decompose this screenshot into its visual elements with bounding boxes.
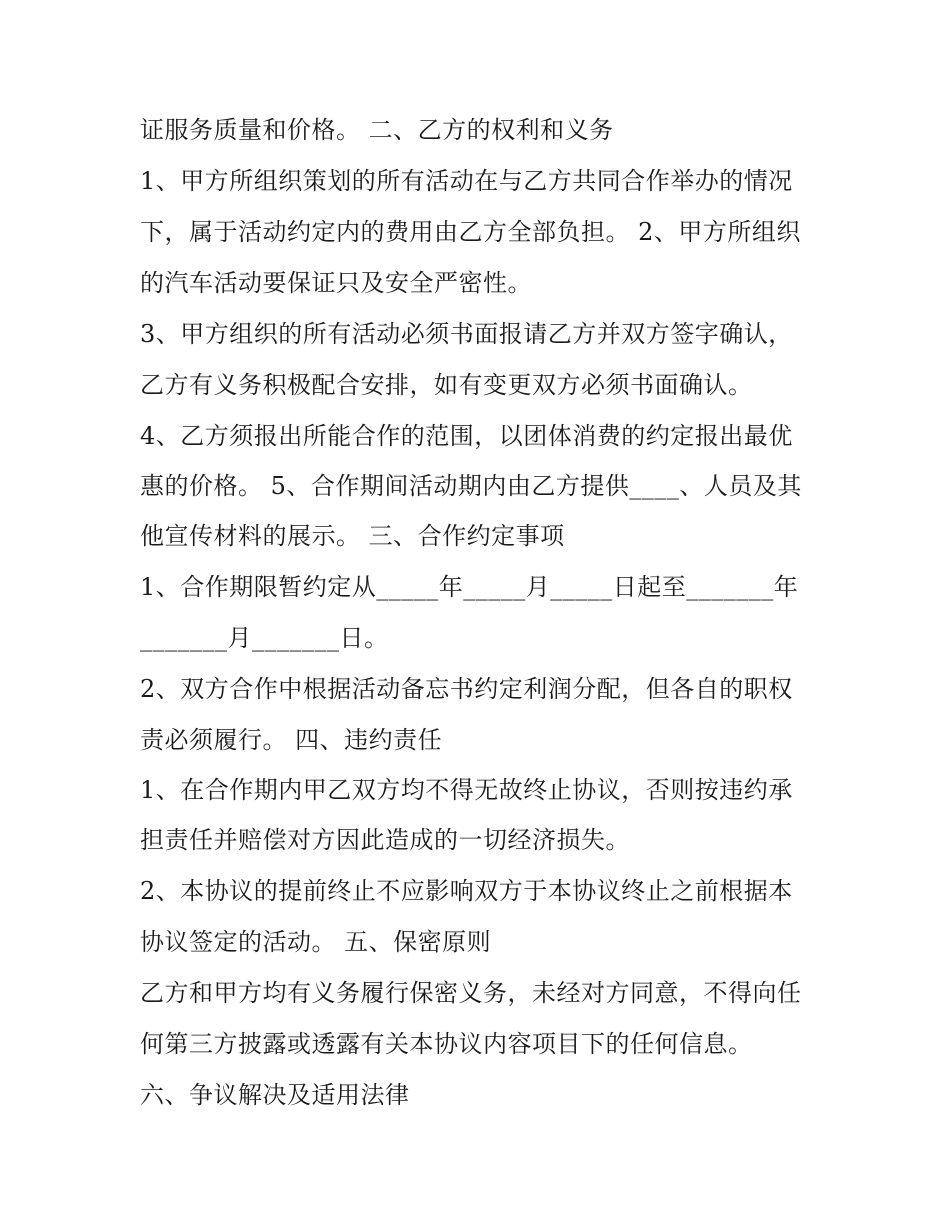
text-line: 证服务质量和价格。 二、乙方的权利和义务 (140, 116, 614, 144)
text-line: 他宣传材料的展示。 三、合作约定事项 (140, 522, 565, 550)
text-line: 4、乙方须报出所能合作的范围，以团体消费的约定报出最优 (140, 422, 793, 450)
text-line: 责必须履行。 四、违约责任 (140, 726, 443, 754)
text-line: 1、甲方所组织策划的所有活动在与乙方共同合作举办的情况 (140, 167, 793, 195)
text-line: 1、合作期限暂约定从_____年_____月_____日起至_______年 (140, 573, 799, 601)
text-line: 下，属于活动约定内的费用由乙方全部负担。 2、甲方所组织 (140, 218, 801, 246)
text-line: 的汽车活动要保证只及安全严密性。 (140, 269, 532, 297)
text-line: 何第三方披露或透露有关本协议内容项目下的任何信息。 (140, 1030, 753, 1058)
text-line: 六、争议解决及适用法律 (140, 1081, 410, 1109)
text-line: 惠的价格。 5、合作期间活动期内由乙方提供____、人员及其 (140, 472, 802, 500)
text-line: 担责任并赔偿对方因此造成的一切经济损失。 (140, 826, 630, 854)
text-line: 3、甲方组织的所有活动必须书面报请乙方并双方签字确认， (140, 320, 793, 348)
text-line: 2、双方合作中根据活动备忘书约定利润分配，但各自的职权 (140, 675, 793, 703)
text-line: 乙方有义务积极配合安排，如有变更双方必须书面确认。 (140, 371, 753, 399)
text-line: 1、在合作期内甲乙双方均不得无故终止协议，否则按违约承 (140, 776, 793, 804)
text-line: _______月_______日。 (140, 624, 389, 652)
text-line: 乙方和甲方均有义务履行保密义务，未经对方同意，不得向任 (140, 979, 802, 1007)
text-line: 协议签定的活动。 五、保密原则 (140, 928, 492, 956)
text-line: 2、本协议的提前终止不应影响双方于本协议终止之前根据本 (140, 877, 793, 905)
